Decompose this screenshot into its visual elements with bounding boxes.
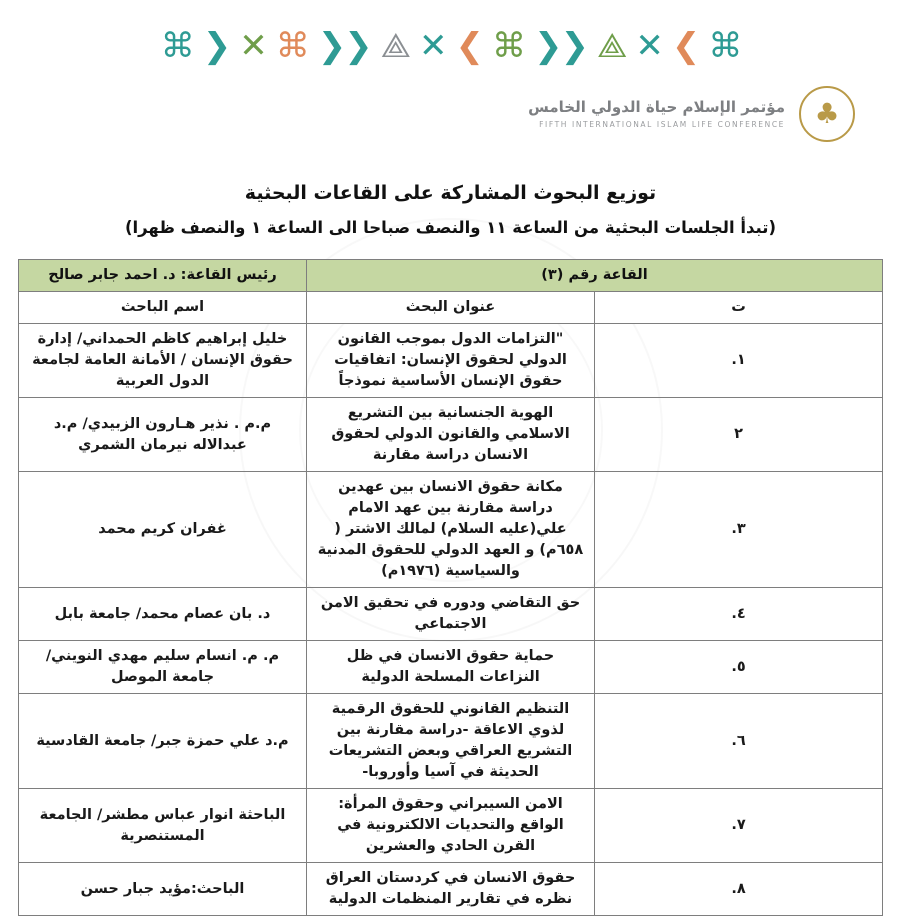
row-research-title: "التزامات الدول بموجب القانون الدولي لحقوق الإنسان: اتفاقيات حقوق الإنسان الأساسية نموذجاً (307, 324, 595, 398)
chair-header-cell: رئيس القاعة: د. احمد جابر صالح (19, 260, 307, 292)
row-index: ٢ (595, 398, 883, 472)
conference-name-block (528, 98, 785, 129)
table-subheader-row (19, 292, 883, 324)
hall-header-cell: القاعة رقم (٣) (307, 260, 883, 292)
row-research-title: حقوق الانسان في كردستان العراق نظره في تقارير المنظمات الدولية (307, 863, 595, 916)
band-motif-6: ❯ (455, 26, 482, 66)
row-researcher-name: الباحثة انوار عباس مطشر/ الجامعة المستنصرية (19, 789, 307, 863)
decorative-top-band (0, 0, 901, 78)
band-motif-10: ⌘ (275, 26, 308, 66)
conference-header (0, 78, 901, 144)
row-researcher-name: م. م. انسام سليم مهدي النويني/ جامعة الموصل (19, 641, 307, 694)
row-researcher-name: غفران كريم محمد (19, 472, 307, 588)
band-motif-8: ⟁ (380, 26, 409, 66)
band-motif-0: ⌘ (708, 26, 741, 66)
row-index: ١. (595, 324, 883, 398)
table-row (19, 863, 883, 916)
row-researcher-name: د. بان عصام محمد/ جامعة بابل (19, 588, 307, 641)
row-index: ٦. (595, 694, 883, 789)
row-researcher-name: الباحث:مؤيد جبار حسن (19, 863, 307, 916)
band-motif-9: ❮❮ (317, 26, 371, 66)
table-row (19, 789, 883, 863)
tree-logo-glyph: ♣ (814, 97, 840, 130)
band-motif-4: ❮❮ (534, 26, 587, 66)
page-title: توزيع البحوث المشاركة على القاعات البحثية (244, 182, 657, 204)
row-researcher-name: خليل إبراهيم كاظم الحمداني/ إدارة حقوق الإنسان / الأمانة العامة لجامعة الدول العربية (19, 324, 307, 398)
band-motif-3: ⟁ (596, 26, 626, 66)
table-header-row (19, 260, 883, 292)
row-researcher-name: م.د علي حمزة جبر/ جامعة القادسية (19, 694, 307, 789)
document-titles (0, 182, 901, 237)
table-row (19, 694, 883, 789)
row-index: ٨. (595, 863, 883, 916)
tree-logo-icon (799, 86, 855, 142)
table-row (19, 472, 883, 588)
row-index: ٥. (595, 641, 883, 694)
conference-name-en: FIFTH INTERNATIONAL ISLAM LIFE CONFERENCE (539, 120, 785, 130)
band-motif-1: ❯ (671, 26, 699, 66)
row-index: ٤. (595, 588, 883, 641)
row-index: ٣. (595, 472, 883, 588)
page-subtitle: (تبدأ الجلسات البحثية من الساعة ١١ والنصف صباحا الى الساعة ١ والنصف ظهرا) (124, 218, 777, 237)
schedule-table-wrapper (18, 259, 883, 916)
table-row (19, 588, 883, 641)
table-row (19, 641, 883, 694)
band-motif-2: ✕ (635, 26, 662, 66)
conference-name-ar: مؤتمر الإسلام حياة الدولي الخامس (528, 98, 785, 117)
row-research-title: التنظيم القانوني للحقوق الرقمية لذوي الاعاقة -دراسة مقارنة بين التشريع العراقي وبعض التشريعات الحديثة في آسيا وأوروبا- (307, 694, 595, 789)
row-research-title: الامن السيبراني وحقوق المرأة: الواقع والتحديات الالكترونية في القرن الحادي والعشرين (307, 789, 595, 863)
row-index: ٧. (595, 789, 883, 863)
schedule-table (18, 259, 883, 916)
band-motif-5: ⌘ (492, 26, 524, 66)
subheader-title: عنوان البحث (307, 292, 595, 324)
row-research-title: مكانة حقوق الانسان بين عهدين دراسة مقارنة بين عهد الامام علي(عليه السلام) لمالك الاشتر ( ٦٥٨م) و العهد الدولي للحقوق المدنية والسياسية (١٩٧٦م) (307, 472, 595, 588)
subheader-researcher: اسم الباحث (19, 292, 307, 324)
band-motif-12: ❮ (202, 26, 230, 66)
table-row (19, 324, 883, 398)
row-research-title: حق التقاضي ودوره في تحقيق الامن الاجتماعي (307, 588, 595, 641)
band-motif-7: ✕ (419, 26, 446, 66)
table-row (19, 398, 883, 472)
row-research-title: حماية حقوق الانسان في ظل النزاعات المسلحة الدولية (307, 641, 595, 694)
band-motif-11: ✕ (239, 26, 266, 66)
subheader-index: ت (595, 292, 883, 324)
row-researcher-name: م.م . نذير هـارون الزبيدي/ م.د عبدالاله نيرمان الشمري (19, 398, 307, 472)
row-research-title: الهوية الجنسانية بين التشريع الاسلامي والقانون الدولي لحقوق الانسان دراسة مقارنة (307, 398, 595, 472)
band-motif-13: ⌘ (160, 26, 193, 66)
